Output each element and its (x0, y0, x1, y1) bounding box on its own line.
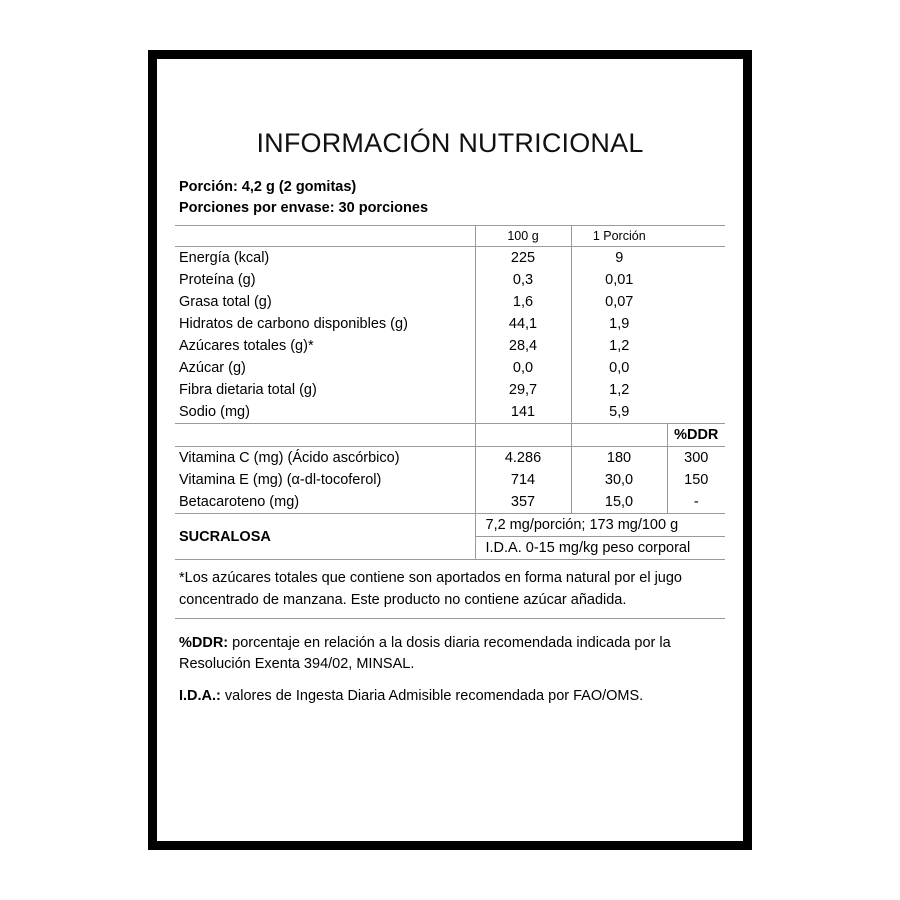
nutrition-facts-inner (171, 73, 729, 827)
page-title: INFORMACIÓN NUTRICIONAL (256, 128, 644, 158)
row-ddr (667, 401, 725, 424)
row-name: Fibra dietaria total (g) (179, 382, 317, 399)
row-per-100g: 714 (475, 469, 571, 491)
row-ddr (667, 291, 725, 313)
ddr-note-text: porcentaje en relación a la dosis diaria recomendada indicada por la Resolución Exenta 394/02, MINSAL. (179, 634, 671, 673)
sugar-note: *Los azúcares totales que contiene son aportados en forma natural por el jugo concentrado de manzana. Este producto no contiene azúcar añadida. (179, 570, 682, 608)
header-ddr: %DDR (667, 424, 725, 447)
nutrition-table (175, 225, 725, 560)
table-row (175, 269, 725, 291)
ida-note (179, 686, 721, 708)
nutrition-facts-panel (148, 50, 752, 850)
table-row (175, 447, 725, 470)
row-per-portion: 180 (571, 447, 667, 470)
row-ddr (667, 379, 725, 401)
sucralosa-value-1: 7,2 mg/porción; 173 mg/100 g (475, 514, 725, 537)
table-row (175, 401, 725, 424)
row-per-portion: 1,2 (571, 379, 667, 401)
row-per-portion: 9 (571, 247, 667, 270)
table-row (175, 379, 725, 401)
sucralosa-label: SUCRALOSA (179, 528, 271, 545)
row-ddr (667, 269, 725, 291)
row-name: Betacaroteno (mg) (179, 494, 300, 511)
row-per-portion: 5,9 (571, 401, 667, 424)
row-ddr: 150 (667, 469, 725, 491)
row-name: Hidratos de carbono disponibles (g) (179, 316, 408, 333)
table-row (175, 357, 725, 379)
row-ddr: 300 (667, 447, 725, 470)
serving-per-package: Porciones por envase: 30 porciones (179, 200, 429, 217)
sucralosa-value-2: I.D.A. 0-15 mg/kg peso corporal (475, 537, 725, 560)
row-per-portion: 1,2 (571, 335, 667, 357)
ddr-header-spacer-100g (475, 424, 571, 447)
row-ddr (667, 357, 725, 379)
row-per-portion: 30,0 (571, 469, 667, 491)
row-per-100g: 44,1 (475, 313, 571, 335)
row-name: Energía (kcal) (179, 250, 270, 267)
row-per-100g: 29,7 (475, 379, 571, 401)
footnotes-2 (175, 625, 725, 708)
sucralosa-row-1 (175, 514, 725, 537)
row-ddr (667, 335, 725, 357)
ddr-header-spacer-portion (571, 424, 667, 447)
ddr-header-row (175, 424, 725, 447)
table-row (175, 313, 725, 335)
row-per-100g: 28,4 (475, 335, 571, 357)
table-row (175, 335, 725, 357)
header-name (175, 226, 475, 247)
row-per-portion: 0,01 (571, 269, 667, 291)
row-per-portion: 0,0 (571, 357, 667, 379)
row-per-100g: 0,3 (475, 269, 571, 291)
ddr-note-label: %DDR: (179, 634, 229, 651)
row-per-portion: 15,0 (571, 491, 667, 514)
header-per-portion: 1 Porción (571, 226, 667, 247)
row-ddr (667, 247, 725, 270)
table-row (175, 491, 725, 514)
row-name: Sodio (mg) (179, 404, 250, 421)
table-header-row (175, 226, 725, 247)
table-row (175, 469, 725, 491)
header-per-100g: 100 g (475, 226, 571, 247)
footnotes (175, 560, 725, 612)
row-name: Vitamina E (mg) (α-dl-tocoferol) (179, 472, 382, 489)
serving-portion: Porción: 4,2 g (2 gomitas) (179, 179, 357, 195)
row-per-portion: 1,9 (571, 313, 667, 335)
row-per-100g: 0,0 (475, 357, 571, 379)
row-per-100g: 4.286 (475, 447, 571, 470)
table-row (175, 247, 725, 270)
row-name: Azúcar (g) (179, 360, 246, 377)
row-name: Grasa total (g) (179, 294, 272, 311)
ida-note-text: valores de Ingesta Diaria Admisible recomendada por FAO/OMS. (220, 688, 644, 705)
ida-note-label: I.D.A.: (179, 688, 221, 705)
row-ddr: - (667, 491, 725, 514)
ddr-note (179, 633, 721, 677)
header-ddr-empty (667, 226, 725, 247)
row-per-100g: 225 (475, 247, 571, 270)
row-name: Azúcares totales (g)* (179, 338, 314, 355)
row-per-portion: 0,07 (571, 291, 667, 313)
row-name: Proteína (g) (179, 272, 256, 289)
row-ddr (667, 313, 725, 335)
ddr-header-spacer (175, 424, 475, 447)
footnote-divider (175, 618, 725, 619)
row-per-100g: 357 (475, 491, 571, 514)
row-per-100g: 1,6 (475, 291, 571, 313)
row-per-100g: 141 (475, 401, 571, 424)
table-row (175, 291, 725, 313)
serving-info (175, 173, 725, 225)
row-name: Vitamina C (mg) (Ácido ascórbico) (179, 450, 400, 467)
